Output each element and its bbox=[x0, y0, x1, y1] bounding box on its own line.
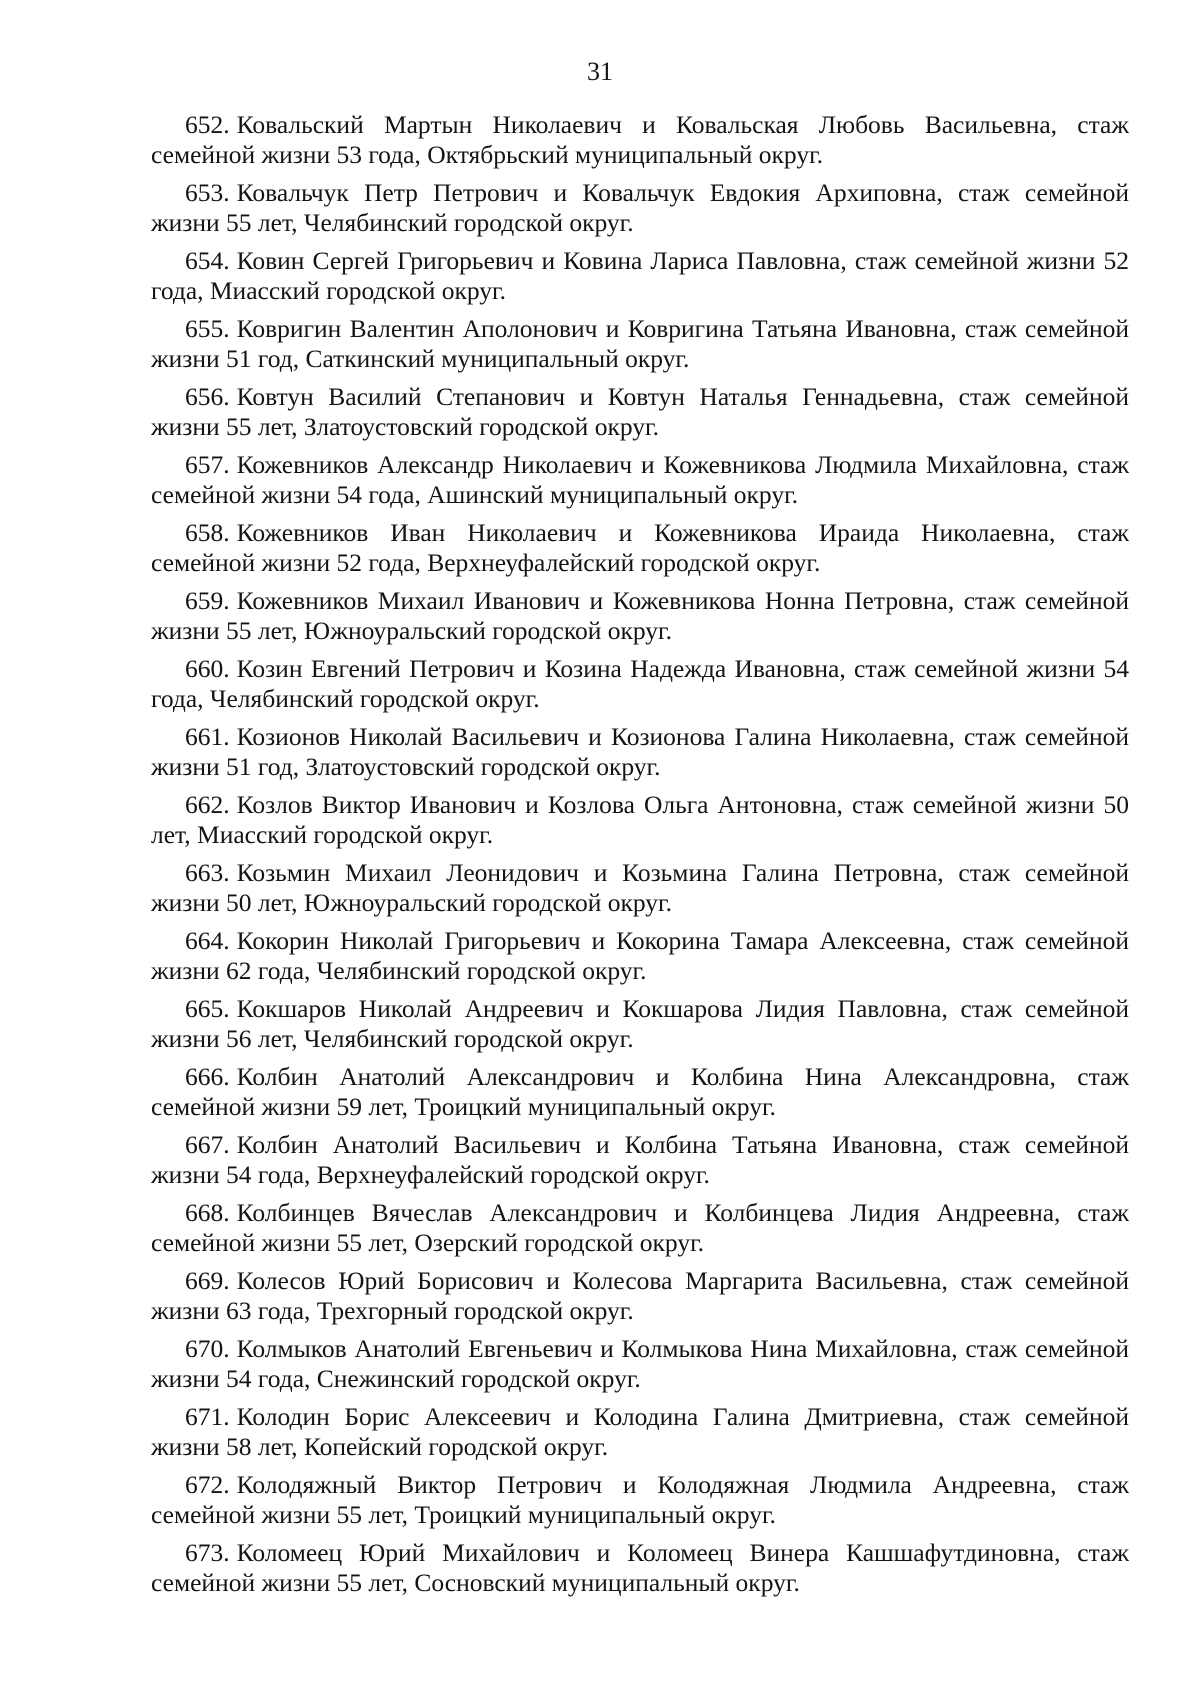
entry-text: Кожевников Михаил Иванович и Кожевникова Нонна Петровна, стаж семейной жизни 55 лет, Южноуральский городской округ. bbox=[151, 586, 1129, 645]
entry-text: Колесов Юрий Борисович и Колесова Маргарита Васильевна, стаж семейной жизни 63 года, Трехгорный городской округ. bbox=[151, 1266, 1129, 1325]
list-item bbox=[151, 382, 1129, 441]
list-item bbox=[151, 586, 1129, 645]
entry-text: Колбинцев Вячеслав Александрович и Колбинцева Лидия Андреевна, стаж семейной жизни 55 лет, Озерский городской округ. bbox=[151, 1198, 1129, 1257]
entry-text: Кожевников Александр Николаевич и Кожевникова Людмила Михайловна, стаж семейной жизни 54 года, Ашинский муниципальный округ. bbox=[151, 450, 1129, 509]
list-item bbox=[151, 1334, 1129, 1393]
entry-number: 670. bbox=[185, 1334, 230, 1363]
list-item bbox=[151, 450, 1129, 509]
list-item bbox=[151, 518, 1129, 577]
entry-number: 659. bbox=[185, 586, 230, 615]
entry-text: Ковальчук Петр Петрович и Ковальчук Евдокия Архиповна, стаж семейной жизни 55 лет, Челябинский городской округ. bbox=[151, 178, 1129, 237]
entry-number: 666. bbox=[185, 1062, 230, 1091]
list-item bbox=[151, 1538, 1129, 1597]
list-item bbox=[151, 858, 1129, 917]
entry-number: 661. bbox=[185, 722, 230, 751]
entry-number: 655. bbox=[185, 314, 230, 343]
entry-text: Козлов Виктор Иванович и Козлова Ольга Антоновна, стаж семейной жизни 50 лет, Миасский городской округ. bbox=[151, 790, 1129, 849]
entry-text: Кокорин Николай Григорьевич и Кокорина Тамара Алексеевна, стаж семейной жизни 62 года, Челябинский городской округ. bbox=[151, 926, 1129, 985]
entry-number: 665. bbox=[185, 994, 230, 1023]
entry-text: Колодин Борис Алексеевич и Колодина Галина Дмитриевна, стаж семейной жизни 58 лет, Копейский городской округ. bbox=[151, 1402, 1129, 1461]
entry-number: 653. bbox=[185, 178, 230, 207]
list-item bbox=[151, 926, 1129, 985]
entry-number: 654. bbox=[185, 246, 230, 275]
list-item bbox=[151, 1470, 1129, 1529]
entry-text: Колбин Анатолий Васильевич и Колбина Татьяна Ивановна, стаж семейной жизни 54 года, Верхнеуфалейский городской округ. bbox=[151, 1130, 1129, 1189]
list-item bbox=[151, 654, 1129, 713]
entry-text: Ковтун Василий Степанович и Ковтун Наталья Геннадьевна, стаж семейной жизни 55 лет, Златоустовский городской округ. bbox=[151, 382, 1129, 441]
entry-number: 672. bbox=[185, 1470, 230, 1499]
list-item bbox=[151, 246, 1129, 305]
entry-text: Коломеец Юрий Михайлович и Коломеец Винера Кашшафутдиновна, стаж семейной жизни 55 лет, Сосновский муниципальный округ. bbox=[151, 1538, 1129, 1597]
list-item bbox=[151, 994, 1129, 1053]
entry-number: 668. bbox=[185, 1198, 230, 1227]
entry-text: Колбин Анатолий Александрович и Колбина Нина Александровна, стаж семейной жизни 59 лет, Троицкий муниципальный округ. bbox=[151, 1062, 1129, 1121]
entry-text: Козин Евгений Петрович и Козина Надежда Ивановна, стаж семейной жизни 54 года, Челябинский городской округ. bbox=[151, 654, 1129, 713]
list-item bbox=[151, 790, 1129, 849]
entry-number: 671. bbox=[185, 1402, 230, 1431]
entry-number: 660. bbox=[185, 654, 230, 683]
list-item bbox=[151, 178, 1129, 237]
list-item bbox=[151, 110, 1129, 169]
entry-number: 663. bbox=[185, 858, 230, 887]
list-item bbox=[151, 314, 1129, 373]
entry-text: Козионов Николай Васильевич и Козионова Галина Николаевна, стаж семейной жизни 51 год, Златоустовский городской округ. bbox=[151, 722, 1129, 781]
list-item bbox=[151, 1130, 1129, 1189]
list-item bbox=[151, 1266, 1129, 1325]
entry-text: Кожевников Иван Николаевич и Кожевникова Ираида Николаевна, стаж семейной жизни 52 года, Верхнеуфалейский городской округ. bbox=[151, 518, 1129, 577]
entry-number: 656. bbox=[185, 382, 230, 411]
entry-list bbox=[151, 110, 1129, 1606]
entry-number: 669. bbox=[185, 1266, 230, 1295]
list-item bbox=[151, 1402, 1129, 1461]
list-item bbox=[151, 1062, 1129, 1121]
entry-text: Ковин Сергей Григорьевич и Ковина Лариса Павловна, стаж семейной жизни 52 года, Миасский городской округ. bbox=[151, 246, 1129, 305]
entry-number: 673. bbox=[185, 1538, 230, 1567]
list-item bbox=[151, 722, 1129, 781]
entry-text: Ковальский Мартын Николаевич и Ковальская Любовь Васильевна, стаж семейной жизни 53 года, Октябрьский муниципальный округ. bbox=[151, 110, 1129, 169]
entry-text: Ковригин Валентин Аполонович и Ковригина Татьяна Ивановна, стаж семейной жизни 51 год, Саткинский муниципальный округ. bbox=[151, 314, 1129, 373]
entry-text: Козьмин Михаил Леонидович и Козьмина Галина Петровна, стаж семейной жизни 50 лет, Южноуральский городской округ. bbox=[151, 858, 1129, 917]
entry-number: 664. bbox=[185, 926, 230, 955]
entry-number: 657. bbox=[185, 450, 230, 479]
entry-text: Колмыков Анатолий Евгеньевич и Колмыкова Нина Михайловна, стаж семейной жизни 54 года, Снежинский городской округ. bbox=[151, 1334, 1129, 1393]
page-number: 31 bbox=[587, 57, 613, 86]
entry-text: Колодяжный Виктор Петрович и Колодяжная Людмила Андреевна, стаж семейной жизни 55 лет, Троицкий муниципальный округ. bbox=[151, 1470, 1129, 1529]
entry-number: 667. bbox=[185, 1130, 230, 1159]
list-item bbox=[151, 1198, 1129, 1257]
entry-text: Кокшаров Николай Андреевич и Кокшарова Лидия Павловна, стаж семейной жизни 56 лет, Челябинский городской округ. bbox=[151, 994, 1129, 1053]
entry-number: 662. bbox=[185, 790, 230, 819]
entry-number: 652. bbox=[185, 110, 230, 139]
entry-number: 658. bbox=[185, 518, 230, 547]
